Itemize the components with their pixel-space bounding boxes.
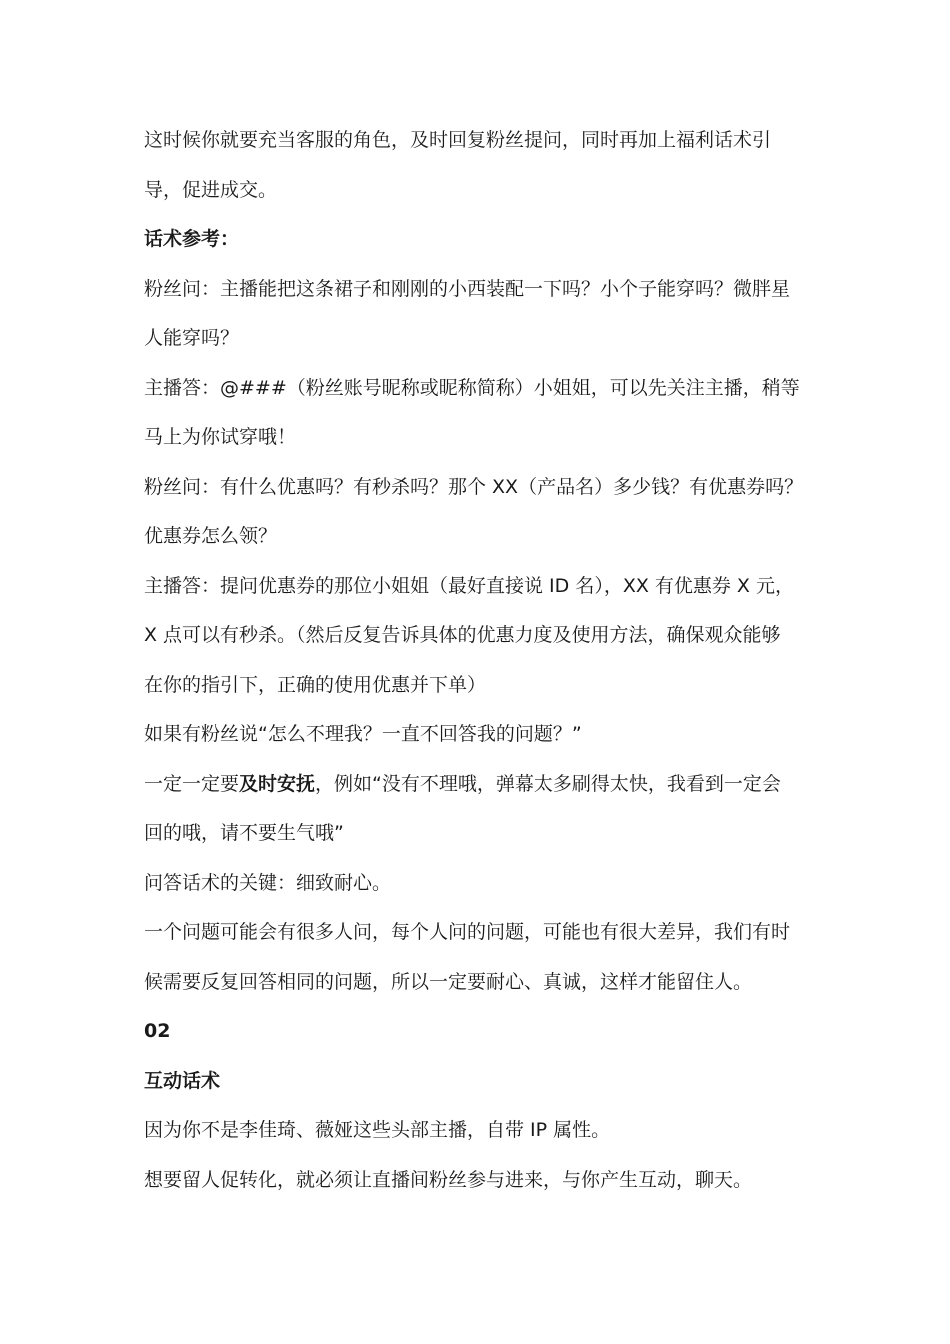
emphasis-text: 及时安抚 xyxy=(239,772,316,795)
paragraph-line: 这时候你就要充当客服的角色，及时回复粉丝提问，同时再加上福利话术引 xyxy=(144,129,772,151)
paragraph-line: 问答话术的关键：细致耐心。 xyxy=(144,871,392,894)
paragraph-line: 粉丝问：主播能把这条裙子和刚刚的小西装配一下吗？小个子能穿吗？微胖星 xyxy=(144,277,791,300)
paragraph-line: X 点可以有秒杀。（然后反复告诉具体的优惠力度及使用方法，确保观众能够 xyxy=(144,624,781,646)
paragraph-line: 回的哦，请不要生气哦” xyxy=(144,822,344,844)
paragraph-line: 因为你不是李佳琦、薇娅这些头部主播，自带 IP 属性。 xyxy=(144,1119,611,1141)
paragraph-line: 优惠券怎么领？ xyxy=(144,525,278,547)
section-number: 02 xyxy=(144,1020,171,1042)
text-segment: 一定一定要 xyxy=(144,772,240,795)
paragraph-line: 在你的指引下，正确的使用优惠并下单） xyxy=(144,673,487,696)
section-heading-interaction-script: 互动话术 xyxy=(144,1069,221,1092)
document-body xyxy=(144,116,814,1205)
paragraph-line: 粉丝问：有什么优惠吗？有秒杀吗？那个 XX（产品名）多少钱？有优惠券吗？ xyxy=(144,475,804,498)
paragraph-line: 主播答：@###（粉丝账号昵称或昵称简称）小姐姐，可以先关注主播，稍等 xyxy=(144,376,800,399)
text-segment: ，例如“没有不理哦，弹幕太多刷得太快，我看到一定会 xyxy=(315,772,781,795)
paragraph-line: 一个问题可能会有很多人问，每个人问的问题，可能也有很大差异，我们有时 xyxy=(144,921,791,943)
paragraph-line: 导，促进成交。 xyxy=(144,178,278,201)
section-heading-script-reference: 话术参考： xyxy=(144,228,240,250)
paragraph-line-with-emphasis xyxy=(144,760,814,810)
paragraph-line: 马上为你试穿哦！ xyxy=(144,426,297,448)
paragraph-line: 主播答：提问优惠券的那位小姐姐（最好直接说 ID 名），XX 有优惠券 X 元， xyxy=(144,574,794,597)
paragraph-line: 如果有粉丝说“怎么不理我？一直不回答我的问题？” xyxy=(144,723,582,745)
paragraph-line: 想要留人促转化，就必须让直播间粉丝参与进来，与你产生互动，聊天。 xyxy=(144,1168,753,1191)
paragraph-line: 候需要反复回答相同的问题，所以一定要耐心、真诚，这样才能留住人。 xyxy=(144,970,753,993)
paragraph-line: 人能穿吗？ xyxy=(144,327,240,349)
